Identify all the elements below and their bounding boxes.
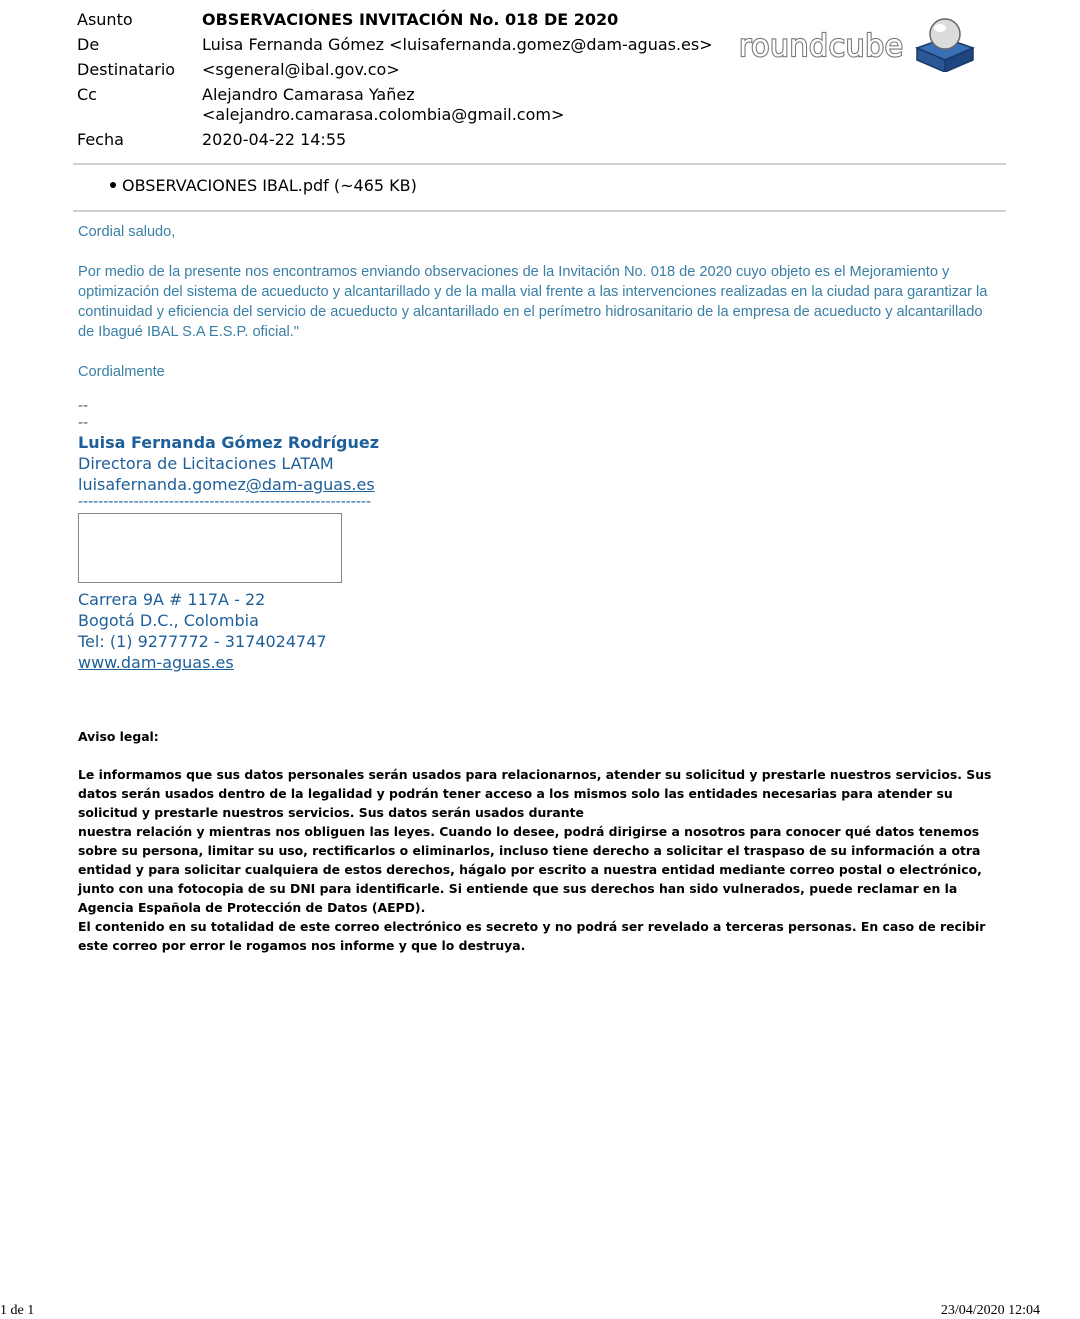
roundcube-logo (739, 10, 979, 72)
sig-email-user: luisafernanda.gomez (78, 475, 246, 494)
sig-name: Luisa Fernanda Gómez Rodríguez (78, 433, 380, 452)
subject-value: OBSERVACIONES INVITACIÓN No. 018 DE 2020 (202, 10, 619, 29)
to-label: Destinatario (77, 60, 176, 79)
body-paragraph: Por medio de la presente nos encontramos enviando observaciones de la Invitación No. 018 de 2020 cuyo objeto es el Mejoramiento y optimización del sistema de acueducto y alcantarillado y de la malla vial frente a las intervenciones realizadas en la ciudad para garantizar la continuidad y eficiencia del servicio de acueducto y alcantarillado en el perímetro hidrosanitario de la empresa de acueducto y alcantarillado de Ibagué IBAL S.A E.S.P. oficial." (78, 264, 988, 340)
attachment-item[interactable] (110, 176, 417, 195)
legal-paragraph-3: El contenido en su totalidad de este correo electrónico es secreto y no podrá ser revelado a terceras personas. En caso de recibir este correo por error le rogamos nos informe y que lo destruya. (78, 919, 986, 953)
greeting: Cordial saludo, (78, 224, 176, 240)
print-datetime: 23/04/2020 12:04 (940, 1303, 1040, 1318)
legal-title: Aviso legal: (78, 729, 159, 744)
closing: Cordialmente (78, 364, 165, 380)
sig-phone: Tel: (1) 9277772 - 3174024747 (78, 632, 327, 651)
sig-website-link[interactable]: www.dam-aguas.es (78, 653, 234, 672)
cc-name: Alejandro Camarasa Yañez (202, 85, 415, 104)
message-headers (73, 10, 1006, 155)
attachment-name[interactable]: OBSERVACIONES IBAL.pdf (~465 KB) (122, 176, 417, 195)
cc-value[interactable] (202, 85, 1006, 125)
date-value: 2020-04-22 14:55 (202, 130, 347, 149)
header-row-cc (73, 85, 1006, 125)
header-row-date (73, 130, 1006, 150)
sig-email[interactable] (78, 474, 379, 495)
legal-paragraph-1: Le informamos que sus datos personales serán usados para relacionarnos, atender su solicitud y prestarle nuestros servicios. Sus datos serán usados dentro de la legalidad y podrán tener acceso a los mismos solo las entidades necesarias para atender su solicitud y prestarle nuestros servicios. Sus datos serán usados durante (78, 767, 992, 820)
page-number: 1 de 1 (0, 1303, 35, 1318)
bullet-icon (110, 182, 116, 188)
subject-label: Asunto (77, 10, 133, 29)
attachment-divider (73, 210, 1006, 212)
signature (78, 398, 379, 673)
roundcube-box-icon (917, 19, 973, 72)
header-divider (73, 163, 1006, 165)
message-body (78, 222, 998, 402)
to-value[interactable]: <sgeneral@ibal.gov.co> (202, 60, 400, 79)
sig-address-1: Carrera 9A # 117A - 22 (78, 590, 266, 609)
sig-separator: ---------------------------------------------------------- (78, 494, 372, 510)
sig-dash-2: -- (78, 415, 89, 431)
sig-dash-1: -- (78, 398, 89, 414)
sig-address-2: Bogotá D.C., Colombia (78, 611, 259, 630)
from-value[interactable]: Luisa Fernanda Gómez <luisafernanda.gomez@dam-aguas.es> (202, 35, 713, 54)
legal-notice (78, 727, 1008, 955)
logo-text: roundcube (739, 29, 904, 64)
cc-email: <alejandro.camarasa.colombia@gmail.com> (202, 105, 565, 124)
legal-paragraph-2: nuestra relación y mientras nos obliguen las leyes. Cuando lo desee, podrá dirigirse a nosotros para conocer qué datos tenemos sobre su persona, limitar su uso, rectificarlos o eliminarlos, incluso tiene derecho a solicitar el traspaso de su información a otra entidad y para solicitar cualquiera de estos derechos, hágalo por escrito a nuestra entidad mediante correo postal o electrónico, junto con una fotocopia de su DNI para identificarle. Si entiende que sus derechos han sido vulnerados, puede reclamar en la Agencia Española de Protección de Datos (AEPD). (78, 824, 982, 915)
sig-email-domain-link[interactable]: @dam-aguas.es (245, 475, 375, 494)
cc-label: Cc (77, 85, 97, 104)
date-label: Fecha (77, 130, 124, 149)
sig-position: Directora de Licitaciones LATAM (78, 454, 334, 473)
from-label: De (77, 35, 100, 54)
sig-image-placeholder (78, 513, 342, 583)
